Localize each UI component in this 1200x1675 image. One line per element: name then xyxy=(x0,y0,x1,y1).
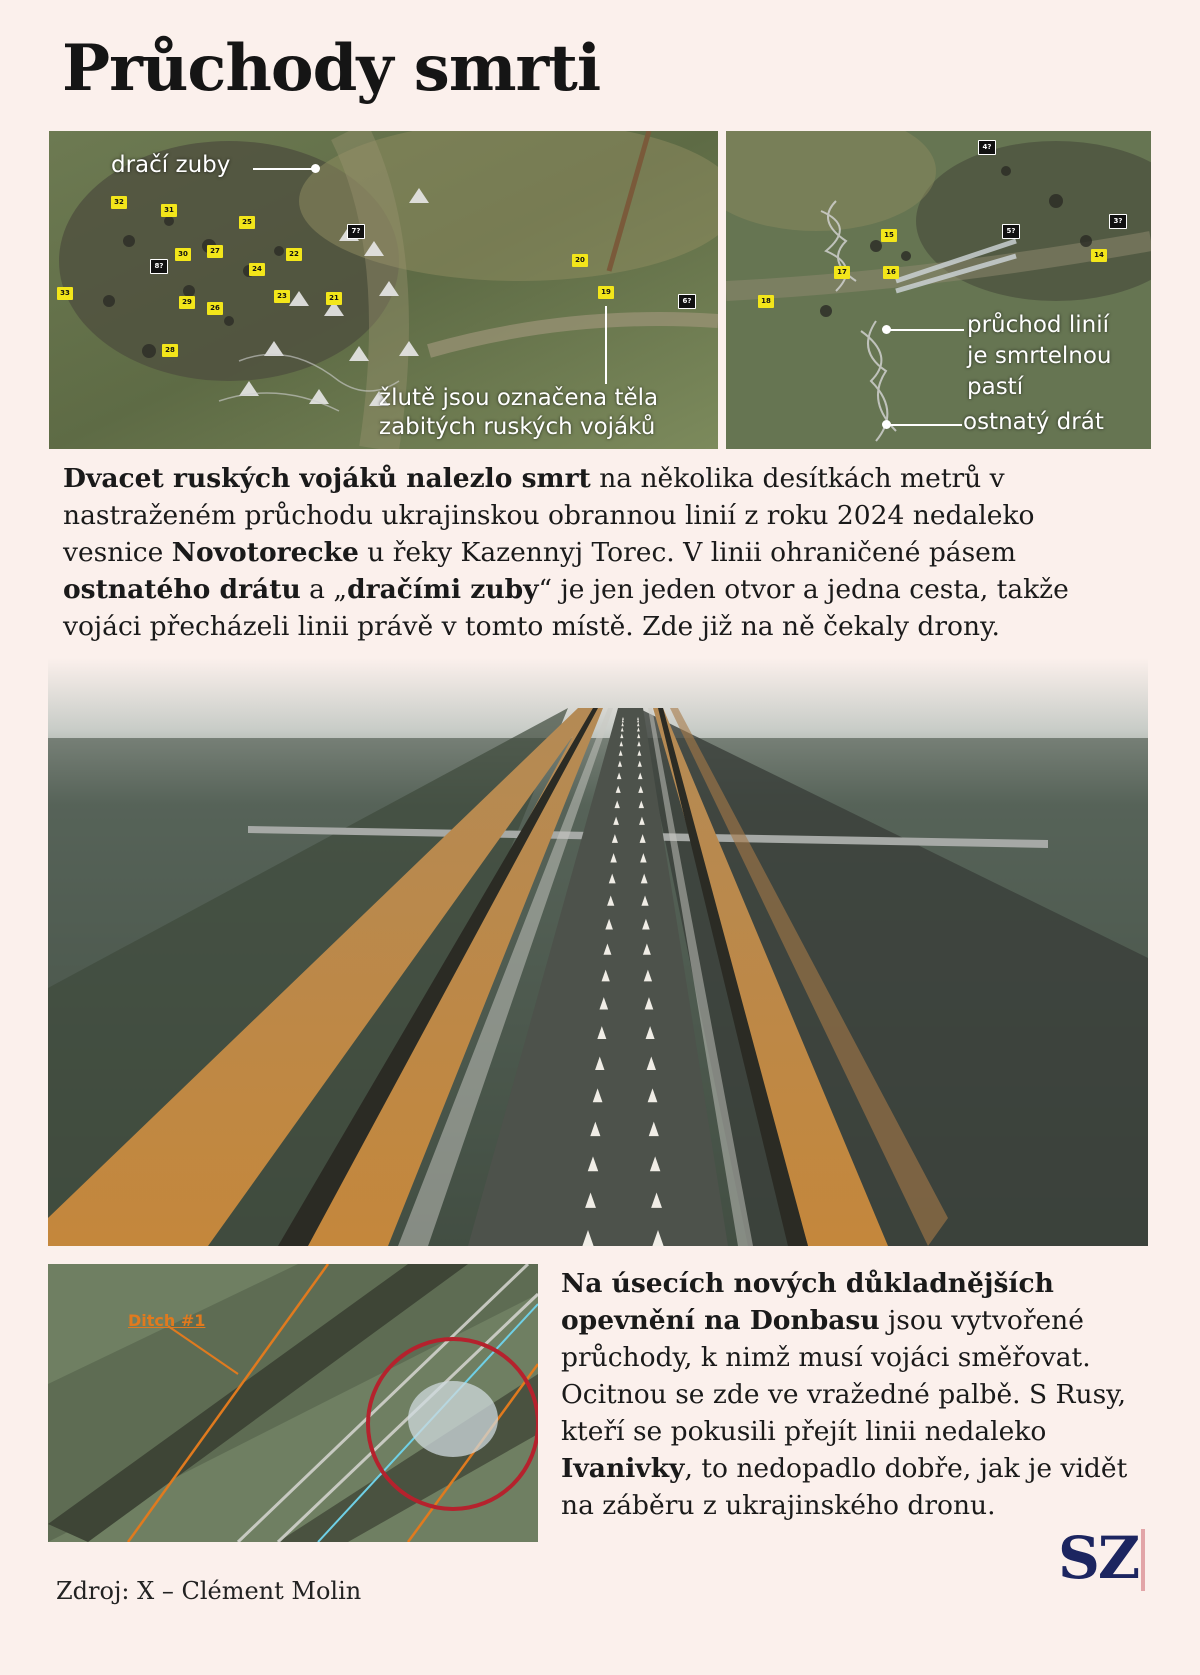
side-text-1: jsou vytvořené průchody, k nimž musí vojáci směřovat. Ocitnou se zde ve vražedné palbě. S Rusy, kteří se pokusili přejít linii nedaleko xyxy=(561,1305,1127,1447)
side-bold-1: Na úsecích nových důkladnějších opevnění na Donbasu xyxy=(561,1268,1054,1336)
unknown-marker: 7? xyxy=(347,224,365,239)
intro-bold-3: ostnatého drátu xyxy=(63,574,301,605)
ditch-label: Ditch #1 xyxy=(128,1311,206,1330)
body-marker: 28 xyxy=(162,344,178,357)
body-marker: 32 xyxy=(111,196,127,209)
body-marker: 15 xyxy=(881,229,897,242)
source-credit: Zdroj: X – Clément Molin xyxy=(56,1577,362,1605)
body-marker: 23 xyxy=(274,290,290,303)
body-marker: 27 xyxy=(207,245,223,258)
intro-paragraph xyxy=(63,460,1143,645)
body-marker: 30 xyxy=(175,248,191,261)
body-marker: 25 xyxy=(239,216,255,229)
annotation-passage-line1: průchod linií xyxy=(967,312,1109,338)
intro-bold-2: Novotorecke xyxy=(171,537,359,568)
body-marker: 29 xyxy=(179,296,195,309)
annotation-dragon-teeth-line xyxy=(253,168,313,170)
body-marker: 18 xyxy=(758,295,774,308)
satellite-photo-ivanivka-image xyxy=(48,1264,538,1542)
drone-photo-right-image xyxy=(726,131,1151,449)
side-text-2: , to nedopadlo dobře, jak je vidět na záběru z ukrajinského dronu. xyxy=(561,1453,1128,1521)
page-title: Průchody smrti xyxy=(62,31,601,106)
body-marker: 31 xyxy=(161,204,177,217)
annotation-passage-line2: je smrtelnou xyxy=(967,343,1112,369)
annotation-barbed-wire-dot xyxy=(882,420,891,429)
satellite-photo-ivanivka xyxy=(48,1264,538,1542)
annotation-dragon-teeth-dot xyxy=(311,164,320,173)
body-marker: 17 xyxy=(834,266,850,279)
aerial-defense-line-image xyxy=(48,658,1148,1246)
annotation-dragon-teeth: dračí zuby xyxy=(111,152,231,178)
annotation-barbed-wire-line xyxy=(886,424,962,426)
body-marker: 19 xyxy=(598,286,614,299)
aerial-defense-line-photo xyxy=(48,658,1148,1246)
annotation-yellow-bodies-line xyxy=(605,306,607,384)
annotation-yellow-bodies-line1: žlutě jsou označena těla xyxy=(379,385,659,411)
sz-logo: SZ xyxy=(1058,1524,1139,1592)
body-marker: 14 xyxy=(1091,249,1107,262)
unknown-marker: 6? xyxy=(678,294,696,309)
body-marker: 22 xyxy=(286,248,302,261)
body-marker: 26 xyxy=(207,302,223,315)
annotation-barbed-wire: ostnatý drát xyxy=(963,409,1104,435)
body-marker: 21 xyxy=(326,292,342,305)
drone-photo-left xyxy=(49,131,718,449)
annotation-passage-line3: pastí xyxy=(967,374,1024,400)
intro-text-2: u řeky Kazennyj Torec. V linii ohraničené pásem xyxy=(358,537,1016,568)
unknown-marker: 4? xyxy=(978,140,996,155)
body-marker: 20 xyxy=(572,254,588,267)
body-marker: 24 xyxy=(249,263,265,276)
intro-bold-1: Dvacet ruských vojáků nalezlo smrt xyxy=(63,463,591,494)
annotation-passage-line xyxy=(886,329,964,331)
unknown-marker: 3? xyxy=(1109,214,1127,229)
intro-text-4: “ je jen jeden otvor a jedna cesta, takže vojáci přecházeli linii právě v tomto místě. Zde již na ně čekaly drony. xyxy=(63,574,1069,642)
intro-text-3: a „ xyxy=(300,574,348,605)
unknown-marker: 8? xyxy=(150,259,168,274)
annotation-passage-dot xyxy=(882,325,891,334)
intro-text-1: na několika desítkách metrů v nastraženém průchodu ukrajinskou obrannou linií z roku 2024 nedaleko vesnice xyxy=(63,463,1035,568)
unknown-marker: 5? xyxy=(1002,224,1020,239)
logo-accent-bar xyxy=(1141,1529,1145,1591)
annotation-yellow-bodies-line2: zabitých ruských vojáků xyxy=(379,414,656,440)
intro-bold-4: dračími zuby xyxy=(347,574,539,605)
drone-photo-right xyxy=(726,131,1151,449)
side-paragraph xyxy=(561,1265,1151,1524)
side-bold-2: Ivanivky xyxy=(561,1453,685,1484)
body-marker: 33 xyxy=(57,287,73,300)
body-marker: 16 xyxy=(883,266,899,279)
